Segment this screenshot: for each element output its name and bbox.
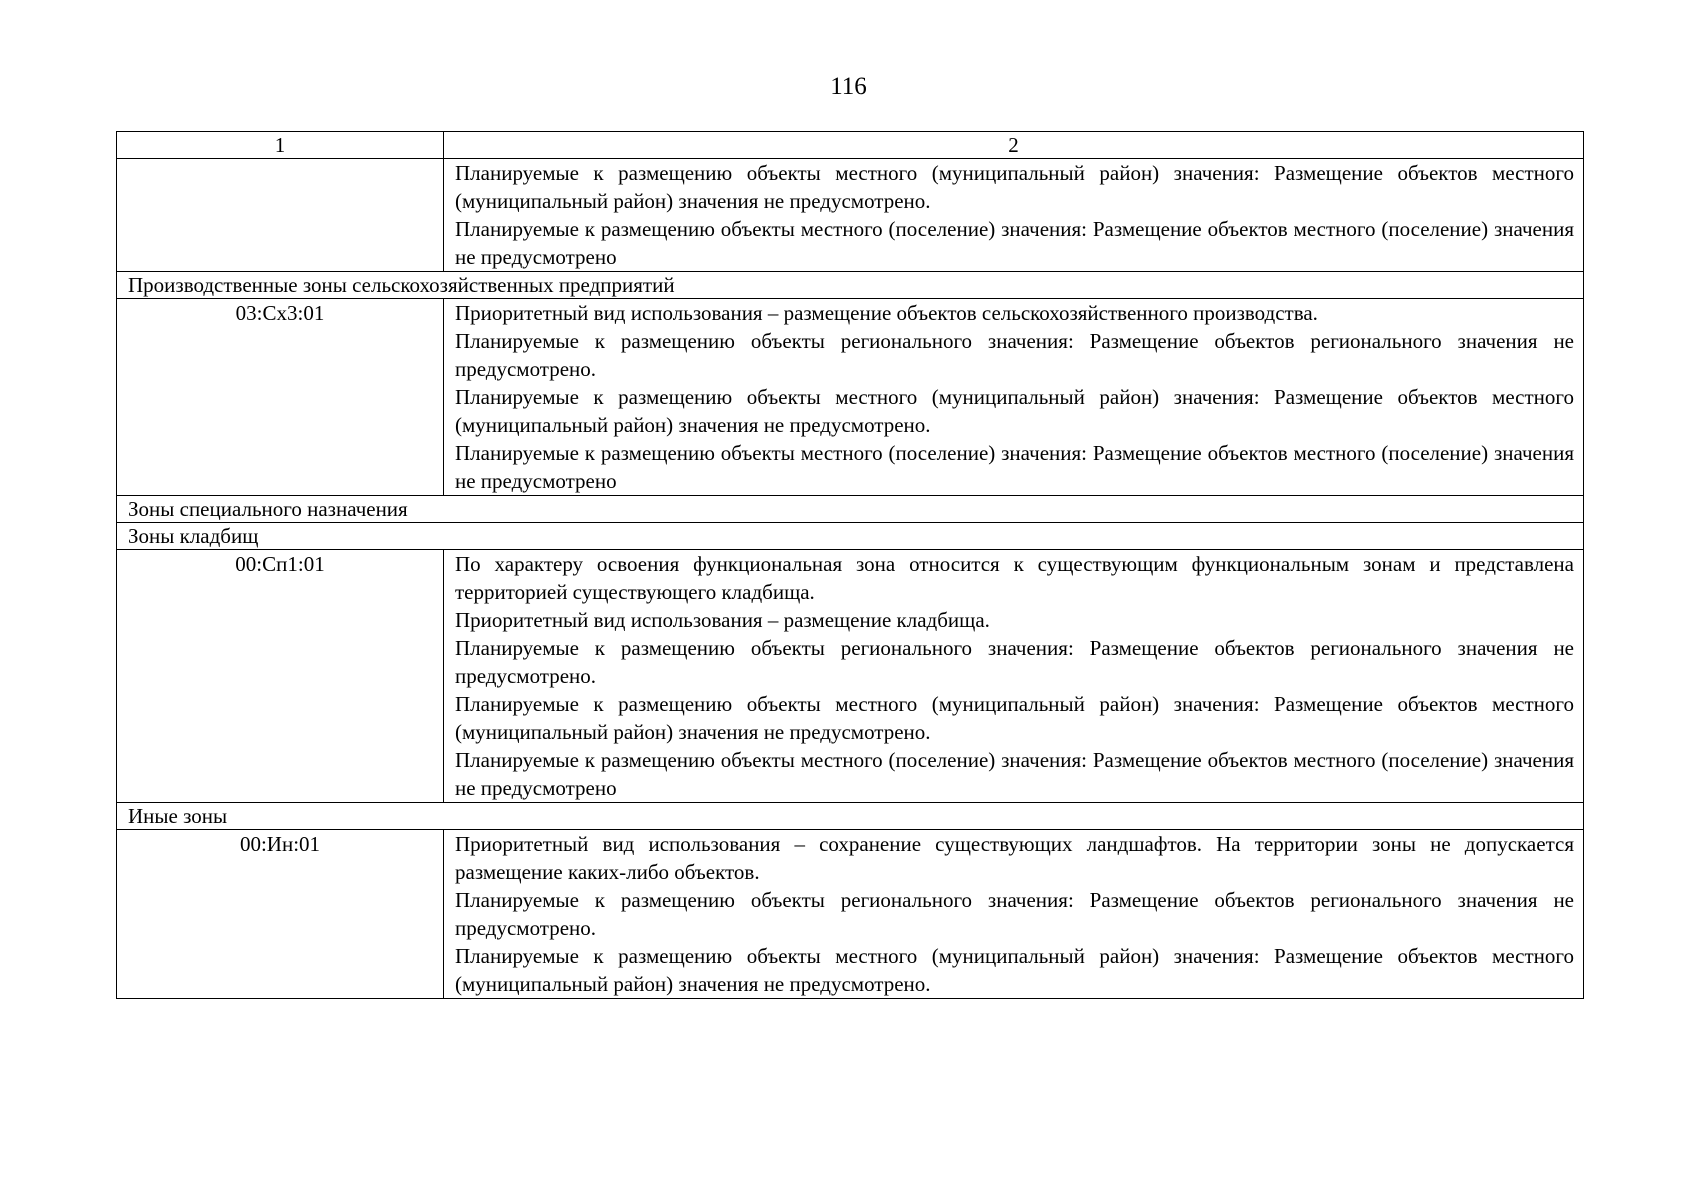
description-paragraph: Планируемые к размещению объекты регионального значения: Размещение объектов регионального значения не предусмотрено. — [455, 888, 1574, 940]
zone-code — [117, 159, 444, 272]
zone-description — [444, 830, 1584, 999]
zone-code: 03:Сх3:01 — [117, 299, 444, 496]
description-paragraph: Приоритетный вид использования – сохранение существующих ландшафтов. На территории зоны не допускается размещение каких-либо объектов. — [455, 832, 1574, 884]
description-paragraph: Приоритетный вид использования – размещение объектов сельскохозяйственного производства. — [455, 301, 1318, 325]
description-paragraph: Планируемые к размещению объекты местного (поселение) значения: Размещение объектов местного (поселение) значения не предусмотрено — [455, 217, 1574, 269]
description-paragraph: Планируемые к размещению объекты местного (поселение) значения: Размещение объектов местного (поселение) значения не предусмотрено — [455, 748, 1574, 800]
section-row-special — [117, 496, 1584, 523]
table-row — [117, 550, 1584, 803]
description-paragraph: Планируемые к размещению объекты местного (муниципальный район) значения: Размещение объектов местного (муниципальный район) значения не предусмотрено. — [455, 944, 1574, 996]
page-number: 116 — [830, 73, 867, 100]
section-title: Зоны специального назначения — [117, 496, 1584, 523]
column-header-2: 2 — [444, 132, 1584, 159]
section-row-agri — [117, 272, 1584, 299]
table-row — [117, 830, 1584, 999]
description-paragraph: Планируемые к размещению объекты регионального значения: Размещение объектов регионального значения не предусмотрено. — [455, 636, 1574, 688]
zone-description — [444, 159, 1584, 272]
column-header-1: 1 — [117, 132, 444, 159]
section-row-cemetery — [117, 523, 1584, 550]
table-row — [117, 299, 1584, 496]
table-header-row — [117, 132, 1584, 159]
section-title: Зоны кладбищ — [117, 523, 1584, 550]
zone-code: 00:Сп1:01 — [117, 550, 444, 803]
zone-code: 00:Ин:01 — [117, 830, 444, 999]
description-paragraph: По характеру освоения функциональная зона относится к существующим функциональным зонам и представлена территорией существующего кладбища. — [455, 552, 1574, 604]
description-paragraph: Приоритетный вид использования – размещение кладбища. — [455, 608, 990, 632]
section-title: Иные зоны — [117, 803, 1584, 830]
zone-description — [444, 299, 1584, 496]
zone-description — [444, 550, 1584, 803]
zones-table — [116, 131, 1584, 999]
description-paragraph: Планируемые к размещению объекты местного (поселение) значения: Размещение объектов местного (поселение) значения не предусмотрено — [455, 441, 1574, 493]
description-paragraph: Планируемые к размещению объекты местного (муниципальный район) значения: Размещение объектов местного (муниципальный район) значения не предусмотрено. — [455, 161, 1574, 213]
description-paragraph: Планируемые к размещению объекты местного (муниципальный район) значения: Размещение объектов местного (муниципальный район) значения не предусмотрено. — [455, 692, 1574, 744]
section-row-other — [117, 803, 1584, 830]
description-paragraph: Планируемые к размещению объекты местного (муниципальный район) значения: Размещение объектов местного (муниципальный район) значения не предусмотрено. — [455, 385, 1574, 437]
description-paragraph: Планируемые к размещению объекты регионального значения: Размещение объектов регионального значения не предусмотрено. — [455, 329, 1574, 381]
section-title: Производственные зоны сельскохозяйственных предприятий — [117, 272, 1584, 299]
table-row — [117, 159, 1584, 272]
